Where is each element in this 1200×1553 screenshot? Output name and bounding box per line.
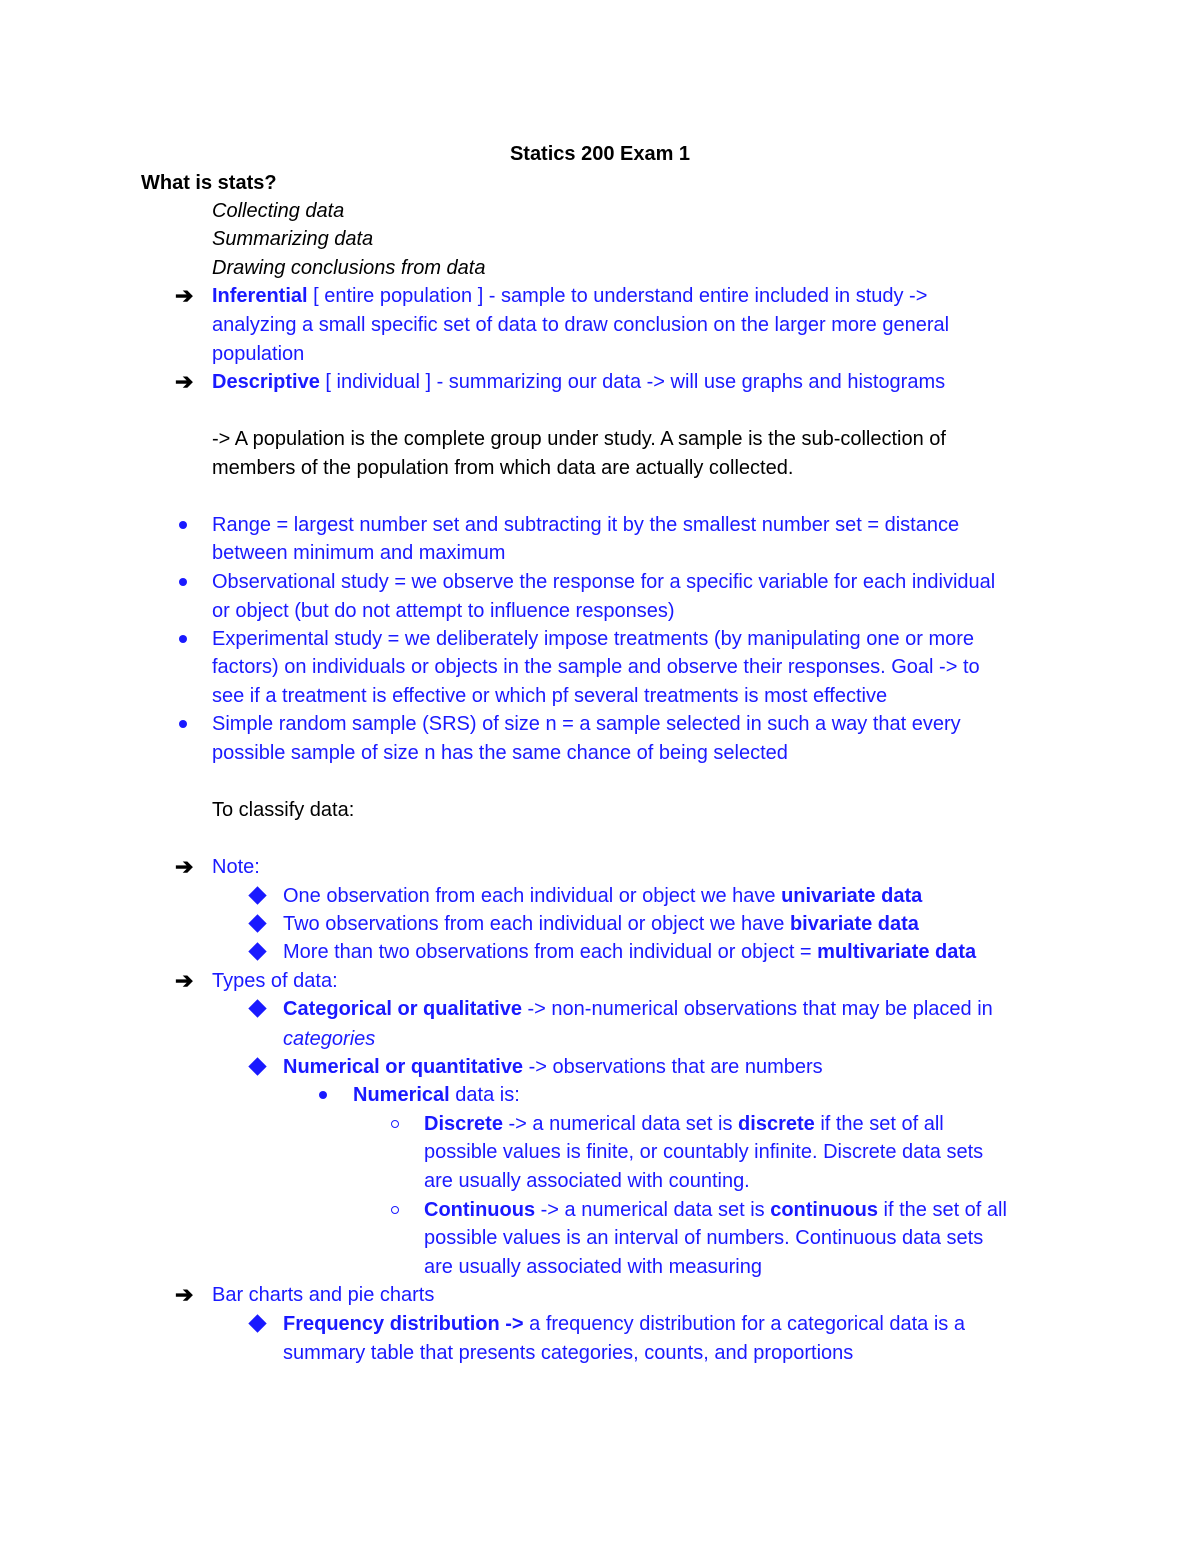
arrow-bullet-icon: ➔	[175, 968, 194, 993]
note-univariate	[283, 882, 922, 910]
numerical-text: -> observations that are numbers	[523, 1056, 823, 1078]
frequency-line-2: summary table that presents categories, counts, and proportions	[283, 1342, 854, 1364]
section-heading: What is stats?	[141, 172, 277, 194]
frequency-text: a frequency distribution for a categorical data is a	[529, 1313, 965, 1335]
population-note-line: members of the population from which data are actually collected.	[212, 457, 794, 479]
circle-bullet-icon	[391, 1206, 399, 1214]
classify-label: To classify data:	[212, 799, 355, 821]
diamond-bullet-icon	[248, 942, 266, 960]
note-bivariate	[283, 910, 919, 938]
bullet-dot-icon	[179, 635, 187, 643]
inferential-line-1	[212, 282, 927, 310]
descriptive-term: Descriptive	[212, 371, 320, 393]
continuous-term-2: continuous	[770, 1199, 878, 1221]
diamond-bullet-icon	[248, 1057, 266, 1075]
note-label: Note:	[212, 856, 260, 878]
diamond-bullet-icon	[248, 886, 266, 904]
categorical-text: -> non-numerical observations that may be placed in	[521, 998, 993, 1020]
intro-item: Drawing conclusions from data	[212, 257, 486, 279]
frequency-line	[283, 1310, 965, 1338]
numerical-is-line	[353, 1081, 520, 1109]
continuous-text: -> a numerical data set is	[535, 1199, 771, 1221]
discrete-line-2: possible values is finite, or countably infinite. Discrete data sets	[424, 1141, 984, 1163]
bullet-dot-icon	[179, 578, 187, 586]
inferential-line-3: population	[212, 343, 305, 365]
range-line: Range = largest number set and subtracting it by the smallest number set = distance	[212, 514, 960, 536]
bullet-dot-icon	[319, 1091, 327, 1099]
numerical-is-text: data is:	[449, 1084, 520, 1106]
note-bivariate-term: bivariate data	[789, 913, 919, 935]
range-line: between minimum and maximum	[212, 542, 506, 564]
page-title: Statics 200 Exam 1	[509, 143, 691, 165]
diamond-bullet-icon	[248, 999, 266, 1017]
experimental-line: factors) on individuals or objects in the sample and observe their responses. Goal -> to	[212, 656, 980, 678]
arrow-bullet-icon: ➔	[175, 369, 194, 394]
numerical-line	[283, 1053, 823, 1081]
note-bivariate-text: Two observations from each individual or object we have	[283, 913, 790, 935]
categorical-term: Categorical or qualitative	[283, 998, 522, 1020]
arrow-bullet-icon: ➔	[175, 1282, 194, 1307]
continuous-line-2: possible values is an interval of numbers. Continuous data sets	[424, 1227, 984, 1249]
note-multivariate-text: More than two observations from each individual or object =	[283, 941, 818, 963]
arrow-bullet-icon: ➔	[175, 854, 194, 879]
bullet-dot-icon	[179, 521, 187, 529]
inferential-term: Inferential	[212, 285, 308, 307]
discrete-line-3: are usually associated with counting.	[424, 1170, 750, 1192]
discrete-term: Discrete	[424, 1113, 503, 1135]
types-label: Types of data:	[212, 970, 338, 992]
population-note-line: -> A population is the complete group under study. A sample is the sub-collection of	[212, 428, 946, 450]
continuous-line	[424, 1196, 1007, 1224]
continuous-term: Continuous	[424, 1199, 536, 1221]
inferential-text: [ entire population ] - sample to understand entire included in study ->	[307, 285, 928, 307]
intro-item: Collecting data	[212, 200, 345, 222]
discrete-text-2: if the set of all	[814, 1113, 944, 1135]
discrete-text: -> a numerical data set is	[502, 1113, 739, 1135]
experimental-line: Experimental study = we deliberately impose treatments (by manipulating one or more	[212, 628, 975, 650]
continuous-line-3: are usually associated with measuring	[424, 1256, 762, 1278]
srs-line: Simple random sample (SRS) of size n = a sample selected in such a way that every	[212, 713, 961, 735]
discrete-line	[424, 1110, 944, 1138]
descriptive-text: [ individual ] - summarizing our data -> will use graphs and histograms	[319, 371, 946, 393]
note-multivariate-term: multivariate data	[817, 941, 977, 963]
experimental-line: see if a treatment is effective or which pf several treatments is most effective	[212, 685, 888, 707]
observational-line: or object (but do not attempt to influence responses)	[212, 600, 675, 622]
intro-item: Summarizing data	[212, 228, 374, 250]
numerical-is-term: Numerical	[353, 1084, 450, 1106]
frequency-term: Frequency distribution ->	[283, 1313, 530, 1335]
bullet-dot-icon	[179, 720, 187, 728]
circle-bullet-icon	[391, 1120, 399, 1128]
note-multivariate	[283, 938, 976, 966]
continuous-text-2: if the set of all	[877, 1199, 1007, 1221]
srs-line: possible sample of size n has the same chance of being selected	[212, 742, 788, 764]
diamond-bullet-icon	[248, 914, 266, 932]
numerical-term: Numerical or quantitative	[283, 1056, 524, 1078]
note-univariate-text: One observation from each individual or object we have	[283, 885, 782, 907]
categorical-line	[283, 995, 993, 1023]
note-univariate-term: univariate data	[781, 885, 923, 907]
arrow-bullet-icon: ➔	[175, 283, 194, 308]
categorical-line-2: categories	[283, 1028, 376, 1050]
observational-line: Observational study = we observe the response for a specific variable for each individual	[212, 571, 996, 593]
charts-label: Bar charts and pie charts	[212, 1284, 435, 1306]
descriptive-line	[212, 368, 945, 396]
inferential-line-2: analyzing a small specific set of data to draw conclusion on the larger more general	[212, 314, 950, 336]
diamond-bullet-icon	[248, 1314, 266, 1332]
discrete-term-2: discrete	[738, 1113, 815, 1135]
